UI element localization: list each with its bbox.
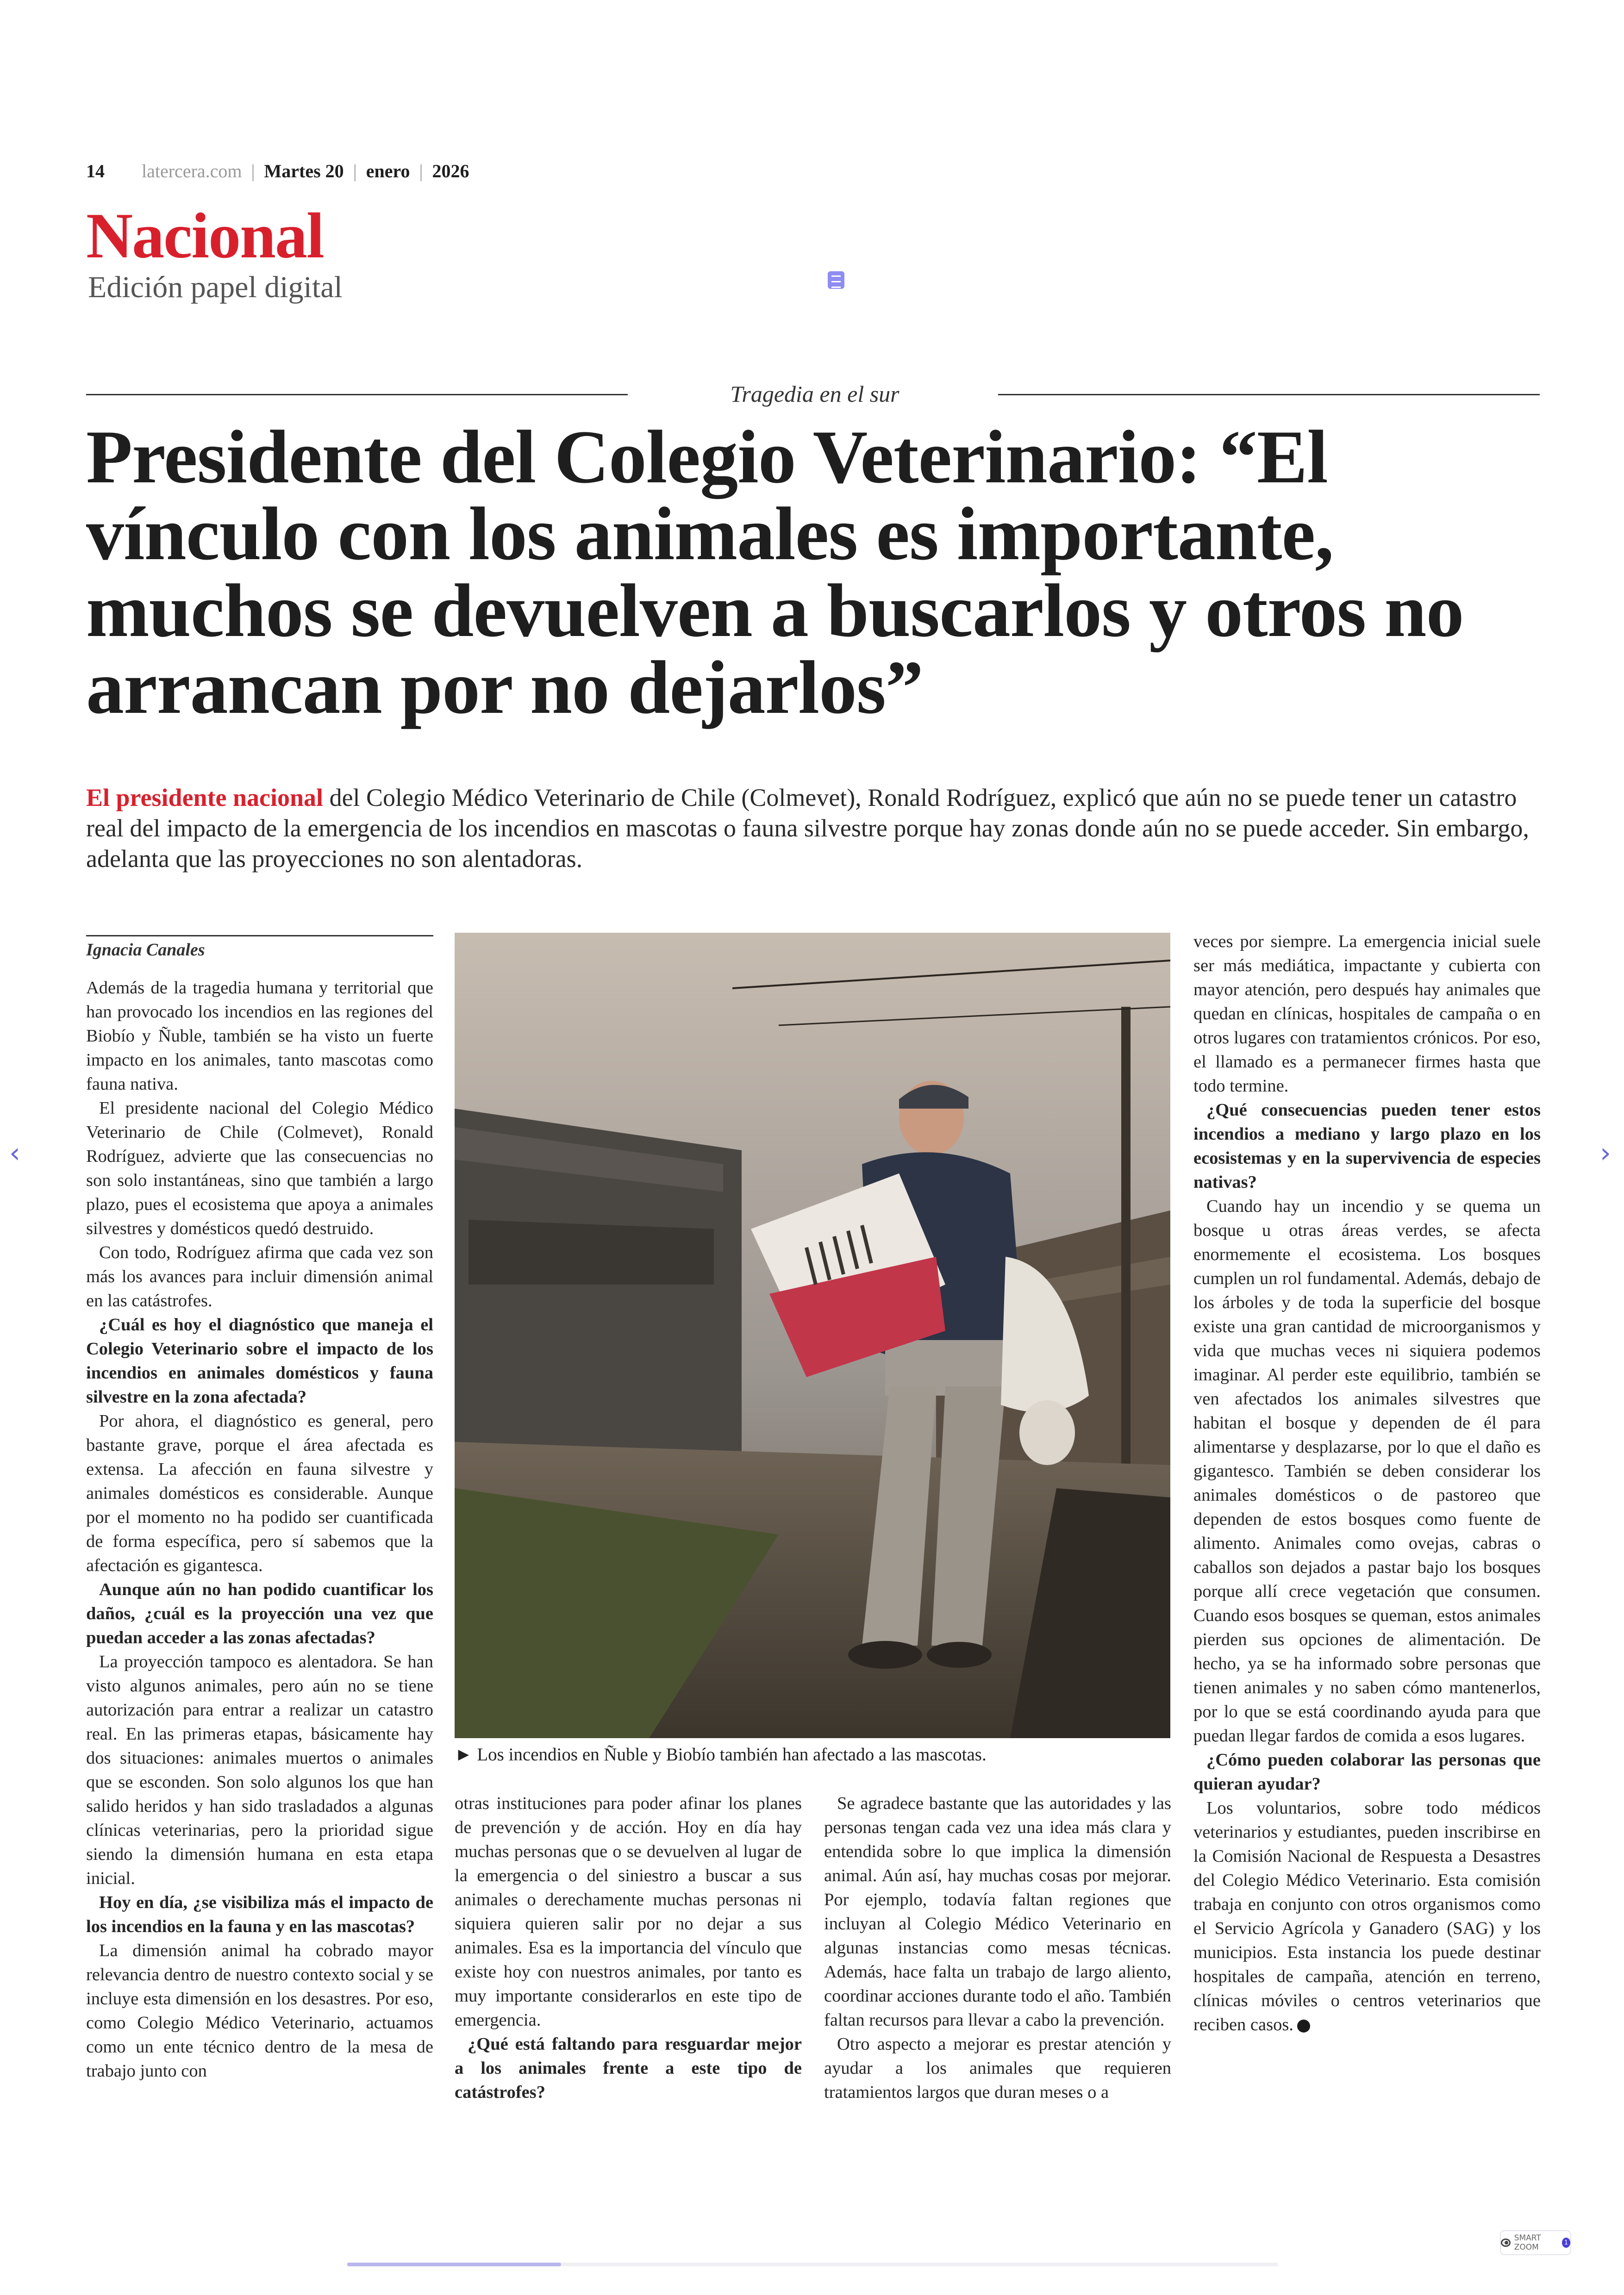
photo-illustration bbox=[455, 933, 1170, 1738]
note-icon[interactable] bbox=[828, 271, 844, 289]
question: Hoy en día, ¿se visibiliza más el impacto de los incendios en la fauna y en las mascotas? bbox=[86, 1893, 433, 1936]
paragraph: Cuando hay un incendio y se quema un bosque u otras áreas verdes, se afecta enormemente el ecosistema. Los bosques cumplen un rol fundamental. Además, debajo de los árboles y de toda la superficie del bosque existe una gran cantidad de microorganismos y vida que muchas veces ni siquiera podemos imaginar. Al perder este equilibrio, también se ven afectados los animales silvestres que habitan el bosque y dependen de él para alimentarse y desplazarse, por lo que el daño es gigantesco. También se deben considerar los animales domésticos o de pastoreo que dependen de estos bosques como fuente de alimento. Animales como ovejas, cabras o caballos son dejados a pastar bajo los bosques porque allí crece vegetación que consumen. Cuando esos bosques se queman, estos animales pierden sus opciones de alimentación. De hecho, ya se ha informado sobre personas que tienen animales y no saben cómo mantenerlos, por lo que se está coordinando ayuda para que puedan llegar fardos de comida a esos lugares. bbox=[1193, 1197, 1541, 1746]
byline: Ignacia Canales bbox=[86, 940, 205, 960]
smart-zoom-button[interactable] bbox=[1500, 2230, 1571, 2255]
paragraph: Con todo, Rodríguez afirma que cada vez son más los avances para incluir dimensión animal en las catástrofes. bbox=[86, 1243, 433, 1310]
section-title: Nacional bbox=[86, 200, 324, 272]
question: ¿Qué consecuencias pueden tener estos incendios a mediano y largo plazo en los ecosistemas y en la supervivencia de especies nativas? bbox=[1193, 1100, 1541, 1192]
separator: | bbox=[251, 161, 255, 181]
next-page-arrow-icon[interactable]: › bbox=[1600, 1137, 1611, 1169]
lead-text: del Colegio Médico Veterinario de Chile (Colmevet), Ronald Rodríguez, explicó que aún no se puede tener un catastro real del impacto de la emergencia de los incendios en mascotas o fauna silvestre porque hay zonas donde aún no se puede acceder. Sin embargo, adelanta que las proyecciones no son alentadoras. bbox=[86, 784, 1529, 873]
column-2 bbox=[455, 1791, 802, 2104]
paragraph: Otro aspecto a mejorar es prestar atención y ayudar a los animales que requieren tratamientos largos que duran meses o a bbox=[824, 2034, 1171, 2102]
edition-label: Edición papel digital bbox=[88, 270, 343, 304]
previous-page-arrow-icon[interactable]: ‹ bbox=[9, 1137, 20, 1169]
question: Aunque aún no han podido cuantificar los daños, ¿cuál es la proyección una vez que puedan acceder a las zonas afectadas? bbox=[86, 1580, 433, 1647]
final-paragraph-text: Los voluntarios, sobre todo médicos veterinarios y estudiantes, pueden inscribirse en la Comisión Nacional de Respuesta a Desastres del Colegio Médico Veterinario. Esta comisión trabaja en conjunto con otros organismos como el Servicio Agrícola y Ganadero (SAG) y los municipios. Esta instancia los puede destinar hospitales de campaña, atención en terreno, clínicas móviles o centros veterinarios que reciben casos. bbox=[1193, 1798, 1541, 2034]
date-year: 2026 bbox=[432, 161, 469, 181]
lead-highlight: El presidente nacional bbox=[86, 784, 324, 811]
question: ¿Qué está faltando para resguardar mejor a los animales frente a este tipo de catástrofes? bbox=[455, 2034, 802, 2102]
paragraph: otras instituciones para poder afinar los planes de prevención y de acción. Hoy en día hay muchas personas que o se devuelven al lugar de la emergencia o del siniestro a buscar a sus animales o derechamente muchas personas ni siquiera quieren salir por no dejar a sus animales. Esa es la importancia del vínculo que existe hoy con nuestros animales, por tanto es muy importante considerarlos en este tipo de emergencia. bbox=[455, 1794, 802, 2030]
paragraph: Además de la tragedia humana y territorial que han provocado los incendios en las regiones del Biobío y Ñuble, también se ha visto un fuerte impacto en los animales, tanto mascotas como fauna nativa. bbox=[86, 978, 433, 1094]
scroll-progress-fill bbox=[347, 2263, 561, 2266]
folio bbox=[86, 160, 469, 182]
photo-caption: ► Los incendios en Ñuble y Biobío también han afectado a las mascotas. bbox=[455, 1745, 987, 1765]
paragraph: veces por siempre. La emergencia inicial suele ser más mediática, impactante y cubierta con mayor atención, pero después hay animales que quedan en clínicas, hospitales de campaña o en otros lugares con tratamientos crónicos. Por eso, el llamado es a permanecer firmes hasta que todo termine. bbox=[1193, 932, 1541, 1096]
byline-rule bbox=[86, 935, 433, 936]
question: ¿Cómo pueden colaborar las personas que quieran ayudar? bbox=[1193, 1750, 1541, 1794]
paragraph: La dimensión animal ha cobrado mayor relevancia dentro de nuestro contexto social y se incluye esta dimensión en los desastres. Por eso, como Colegio Médico Veterinario, actuamos como un ente técnico dentro de la mesa de trabajo junto con bbox=[86, 1941, 433, 2081]
paragraph bbox=[1193, 1796, 1541, 2037]
date-day: Martes 20 bbox=[264, 161, 344, 181]
separator: | bbox=[353, 161, 357, 181]
paragraph: La proyección tampoco es alentadora. Se han visto algunos animales, pero aún no se tiene autorización para entrar a realizar un catastro real. En las primeras etapas, básicamente hay dos situaciones: animales muertos o animales que se esconden. Son solo algunos los que han salido heridos y han sido trasladados a algunas clínicas veterinarias, pero la prioridad sigue siendo la dimensión humana en esta etapa inicial. bbox=[86, 1652, 433, 1888]
date-month: enero bbox=[366, 161, 410, 181]
separator: | bbox=[419, 161, 423, 181]
site-name: latercera.com bbox=[142, 161, 242, 181]
smart-zoom-count: 1 bbox=[1562, 2238, 1570, 2248]
question: ¿Cuál es hoy el diagnóstico que maneja el Colegio Veterinario sobre el impacto de los incendios en animales domésticos y fauna silvestre en la zona afectada? bbox=[86, 1315, 433, 1407]
article-photo bbox=[455, 933, 1170, 1738]
kicker: Tragedia en el sur bbox=[730, 381, 899, 407]
kicker-rule-right bbox=[998, 394, 1540, 395]
paragraph: Se agradece bastante que las autoridades y las personas tengan cada vez una idea más clara y entendida sobre lo que implica la dimensión animal. Aún así, hay muchas cosas por mejorar. Por ejemplo, todavía faltan regiones que incluyan al Colegio Médico Veterinario en algunas instancias como mesas técnicas. Además, hace falta un trabajo de largo aliento, coordinar acciones durante todo el año. También faltan recursos para llevar a cabo la prevención. bbox=[824, 1794, 1171, 2030]
column-3 bbox=[824, 1791, 1171, 2104]
eye-icon bbox=[1501, 2239, 1511, 2247]
smart-zoom-label: SMART ZOOM bbox=[1514, 2233, 1541, 2252]
kicker-rule-left bbox=[86, 394, 628, 395]
column-4 bbox=[1193, 929, 1541, 2037]
paragraph: Por ahora, el diagnóstico es general, pero bastante grave, porque el área afectada es extensa. La afección en fauna silvestre y animales domésticos es considerable. Aunque por el momento no ha podido ser cuantificada de forma específica, pero sí sabemos que la afectación es gigantesca. bbox=[86, 1411, 433, 1575]
paragraph: El presidente nacional del Colegio Médico Veterinario de Chile (Colmevet), Ronald Rodríguez, advierte que las consecuencias no son solo instantáneas, sino que también a largo plazo, pues el ecosistema que apoya a animales silvestres y domésticos quedó destruido. bbox=[86, 1098, 433, 1238]
lead-paragraph bbox=[86, 782, 1544, 874]
end-mark-icon bbox=[1297, 2020, 1310, 2033]
column-1 bbox=[86, 976, 433, 2083]
page-number: 14 bbox=[86, 161, 105, 181]
headline: Presidente del Colegio Veterinario: “El vínculo con los animales es importante, muchos se devuelven a buscarlos y otros no arrancan por no dejarlos” bbox=[86, 415, 1464, 730]
